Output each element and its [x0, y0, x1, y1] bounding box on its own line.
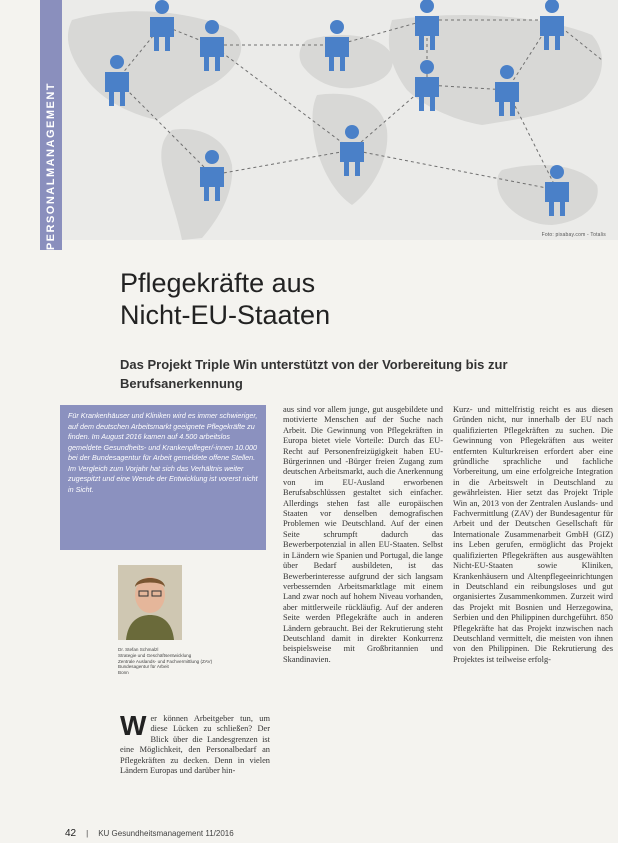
title-line-2: Nicht-EU-Staaten — [120, 300, 331, 330]
body-text-col1: er können Arbeitgeber tun, um diese Lücken zu schließen? Der Blick über die Landesgrenzen ist eine Möglichkeit, den Personalbedarf an Pflegekräften zu decken. Denn in vielen Ländern Europas und darüber hin- — [120, 714, 270, 776]
author-organization: Bundesagentur für Arbeit — [118, 664, 169, 670]
body-column-3 — [453, 405, 613, 665]
author-department: Zentrale Auslands- und Fachvermittlung (ZAV) — [118, 658, 213, 664]
page-footer — [65, 828, 234, 839]
section-label-wrapper — [40, 0, 62, 250]
body-text-col2: aus sind vor allem junge, gut ausgebildete und motivierte Menschen auf der Suche nach Arbeit. Die Gewinnung von Pflegekräften in Europa bietet viele Vorteile: Durch das EU-Recht auf Personenfreizügigkeit haben EU-Bürgerinnen und -Bürger freien Zugang zum deutschen Arbeitsmarkt, auch die Anerkennung von im EU-Ausland erworbenen Berufsabschlüssen gestaltet sich einfacher. Allerdings stehen fast alle europäischen Staaten vor denselben demografischen Problemen wie Deutschland. Auf der einen Seite schrumpft dadurch das Bewerberpotenzial in allen EU-Staaten. Selbst in Ländern wie Spanien und Portugal, die lange über Bedarf ausbildeten, ist das Bewerberinteresse aufgrund der sich langsam verbessernden Arbeitsmarktlage mit einem Land zwar noch auf hohem Niveau vorhanden, aber mittlerweile rückläufig. Auf der anderen Seite werden Pflegekräfte auch in anderen Ländern gebraucht. Bei der Rekrutierung steht Deutschland damit in direkter Konkurrenz beispielsweise mit Großbritannien und Skandinavien. — [283, 405, 443, 664]
section-label: PERSONALMANAGEMENT — [45, 81, 57, 250]
hero-image — [62, 0, 618, 240]
intro-box — [60, 405, 266, 550]
body-column-2 — [283, 405, 443, 665]
title-line-1: Pflegekräfte aus — [120, 268, 316, 298]
article-title — [120, 267, 560, 331]
author-role: Strategie und Geschäftsentwicklung — [118, 652, 192, 658]
world-map-illustration — [62, 0, 618, 240]
author-photo — [118, 565, 182, 640]
intro-text: Für Krankenhäuser und Kliniken wird es immer schwieriger, auf dem deutschen Arbeitsmarkt geeignete Pflegekräfte zu finden. Im August 2016 kamen auf 4.500 arbeitslos gemeldete Gesundheits- und Krankenpfleger/-innen 10.000 bei der Bundesagentur für Arbeit gemeldete offene Stellen. Im Vergleich zum Vorjahr hat sich das Verhältnis weiter zugespitzt und eine Wende der Entwicklung ist vorerst nicht in Sicht. — [68, 411, 258, 494]
author-caption — [118, 647, 268, 676]
author-city: Bonn — [118, 670, 129, 676]
article-subtitle: Das Projekt Triple Win unterstützt von der Vorbereitung bis zur Berufsanerkennung — [120, 357, 508, 391]
photo-credit: Foto: pixabay.com - Totalis — [541, 232, 606, 238]
drop-cap: W — [120, 710, 147, 741]
author-portrait — [118, 565, 182, 640]
page-number: 42 — [65, 828, 77, 839]
body-text-col3: Kurz- und mittelfristig reicht es aus diesen Gründen nicht, nur innerhalb der EU nach qualifizierten Pflegekräften zu suchen. Die Gewinnung von Pflegekräften aus weiter entfernten Kulturkreisen erfordert aber eine gründliche sprachliche und fachliche Vorbereitung, um eine erfolgreiche Integration in die Arbeitswelt in Deutschland zu gewährleisten. Hier setzt das Projekt Triple Win an, 2013 von der Zentralen Auslands- und Fachvermittlung (ZAV) der Bundesagentur für Arbeit und der Deutschen Gesellschaft für Internationale Zusammenarbeit GmbH (GIZ) ins Leben gerufen, ermöglicht das Projekt qualifizierten Pflegekräften aus ausgewählten Nicht-EU-Staaten sowie Kliniken, Krankenhäusern und Altenpflegeeinrichtungen in Deutschland ein reibungsloses und gut organisiertes Zusammenkommen. Zurzeit wird das Projekt mit Bosnien und Herzegowina, Serbien und den Philippinen durchgeführt. 850 Pflegekräfte hat das Projekt inzwischen nach Deutschland vermittelt, die meisten von ihnen von den Philippinen. Die Rekrutierung des Projektes ist teilweise erfolg- — [453, 405, 613, 664]
publication-name: KU Gesundheitsmanagement 11/2016 — [98, 829, 234, 838]
author-name: Dr. Stefan Schmalzl — [118, 647, 159, 652]
footer-separator: | — [86, 829, 89, 838]
body-column-1 — [120, 710, 270, 776]
